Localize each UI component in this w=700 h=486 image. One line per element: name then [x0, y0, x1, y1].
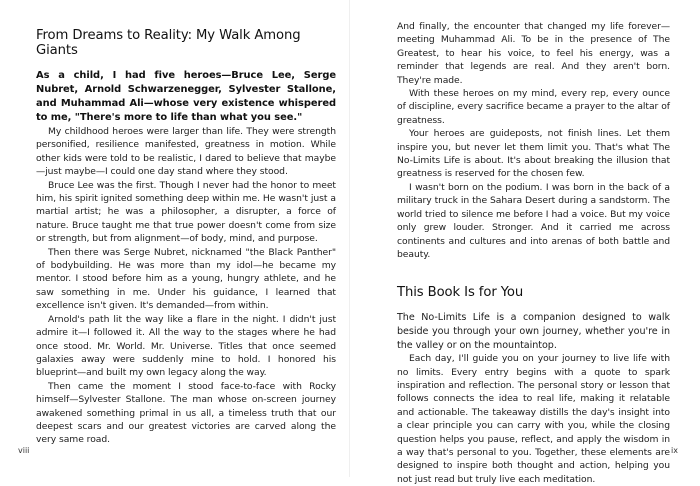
body-paragraph: Your heroes are guideposts, not finish lines. Let them inspire you, but never let them limit you. That's what The No-Limits Life is about. It's about breaking the illusion that greatness is reserved for the chosen few. — [397, 128, 670, 180]
body-paragraph: Each day, I'll guide you on your journey to live life with no limits. Every entry begins with a quote to spark inspiration and reflection. The personal story or lesson that follows connects the idea to real life, making it relatable and actionable. The takeaway distills the day's insight into a clear principle you can carry with you, while the closing question helps you pause, reflect, and apply the wisdom in a way that's personal to you. Together, these elements are designed to inspire both thought and action, helping you not just read but truly live each meditation. — [397, 353, 670, 485]
page-number-left: viii — [18, 446, 30, 455]
left-page — [0, 0, 350, 477]
body-paragraph: Then there was Serge Nubret, nicknamed "the Black Panther" of bodybuilding. He was more than my idol—he became my mentor. I stood before him as a young, hungry athlete, and he saw something in me. Under his guidance, I learned that excellence isn't given. It's demanded—from within. — [36, 246, 336, 312]
body-paragraph: And finally, the encounter that changed my life forever—meeting Muhammad Ali. To be in the presence of The Greatest, to hear his voice, to feel his energy, was a reminder that legends are real. And they aren't born. They're made. — [397, 21, 670, 86]
section-spacer — [397, 261, 670, 277]
body-paragraph: With these heroes on my mind, every rep, every ounce of discipline, every sacrifice became a prayer to the altar of greatness. — [397, 88, 670, 126]
body-paragraph: Bruce Lee was the first. Though I never had the honor to meet him, his spirit ignited something deep within me. He wasn't just a martial artist; he was a philosopher, a disrupter, a force of nature. Bruce taught me that true power doesn't come from size or strength, but from alignment—of body, mind, and purpose. — [36, 179, 336, 245]
body-paragraph: I wasn't born on the podium. I was born in the back of a military truck in the Sahara Desert during a sandstorm. The world tried to silence me before I had a voice. But my voice only grew louder. Stronger. And it carried me across continents and cultures and into arenas of both battle and beauty. — [397, 181, 670, 260]
chapter-heading: From Dreams to Reality: My Walk Among Giants — [36, 28, 301, 58]
body-paragraph: My childhood heroes were larger than life. They were strength personified, resilience manifested, greatness in motion. While other kids were told to be realistic, I dared to believe that maybe—just maybe—I could one day stand where they stood. — [36, 126, 336, 178]
page-number-right: ix — [671, 446, 678, 455]
section-heading: This Book Is for You — [397, 285, 524, 301]
intro-paragraph: The No-Limits Life is a companion designed to walk beside you through your own journey, whether you're in the valley or on the mountaintop. — [397, 312, 670, 351]
body-paragraph: Arnold's path lit the way like a flare in the night. I didn't just admire it—I followed it. All the way to the stages where he had once stood. Mr. World. Mr. Universe. Titles that once seemed galaxies away were suddenly mine to hold. I honored his blueprint—and built my own legacy along the way. — [36, 313, 336, 379]
lead-paragraph: As a child, I had five heroes—Bruce Lee, Serge Nubret, Arnold Schwarzenegger, Sylvester Stallone, and Muhammad Ali—whose very existence whispered to me, "There's more to life than what you see." — [36, 70, 336, 123]
body-paragraph: Then came the moment I stood face-to-face with Rocky himself—Sylvester Stallone. The man whose on-screen journey awakened something primal in us all, a timeless truth that our deepest scars and our greatest victories are carved along the very same road. — [36, 380, 336, 446]
right-page — [350, 0, 700, 485]
